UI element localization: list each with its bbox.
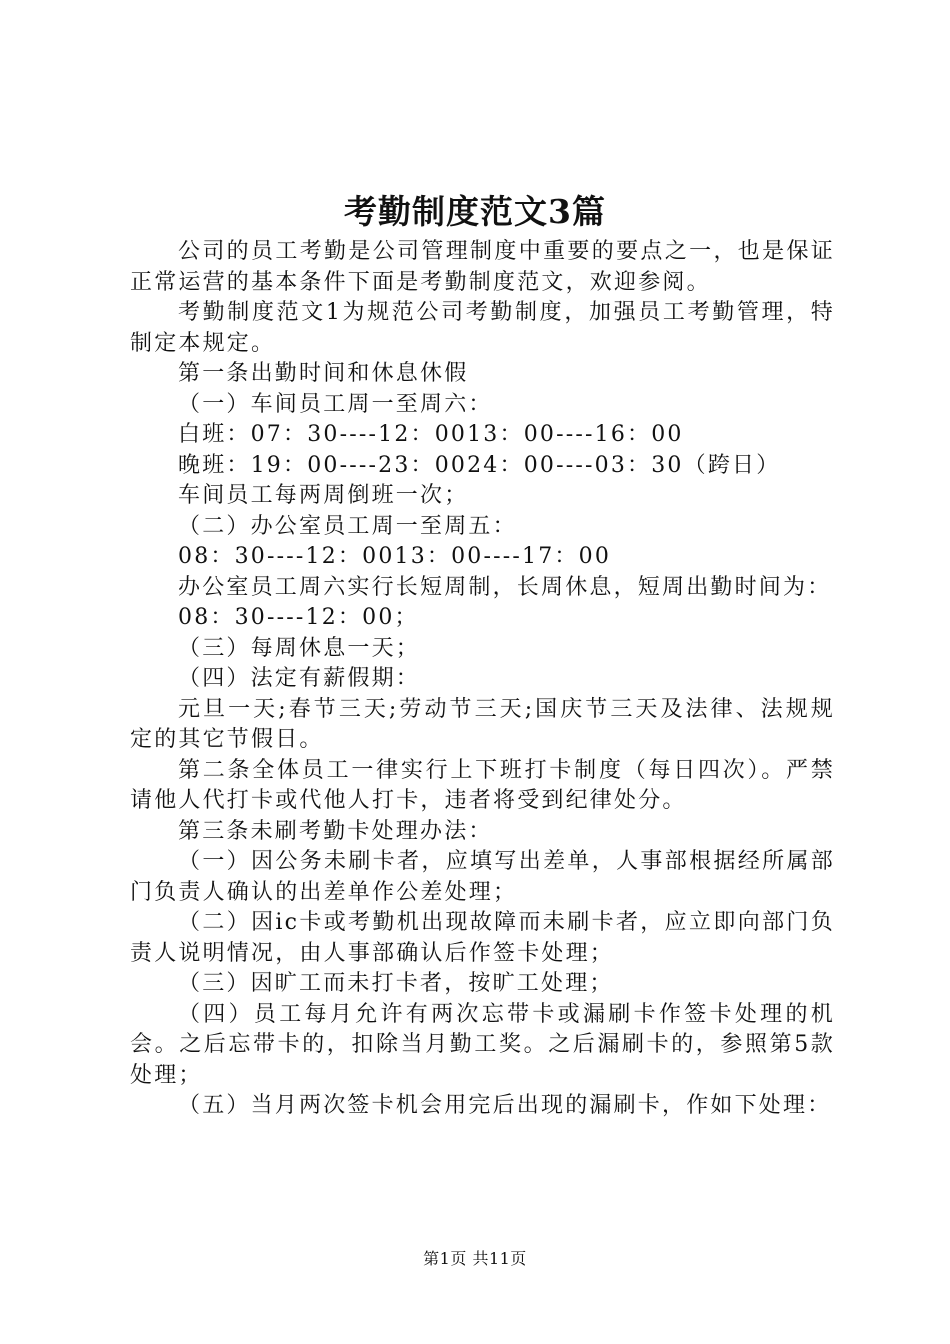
page-footer: 第1页 共11页	[423, 1249, 527, 1268]
paragraph: （三）因旷工而未打卡者，按旷工处理；	[178, 971, 614, 996]
paragraph: （一）因公务未刷卡者，应填写出差单，人事部根据经所属部门负责人确认的出差单作公差处理；	[130, 849, 835, 905]
paragraph: （二）因ic卡或考勤机出现故障而未刷卡者，应立即向部门负责人说明情况，由人事部确认后作签卡处理；	[130, 910, 835, 966]
paragraph: 第三条未刷考勤卡处理办法：	[178, 818, 493, 844]
paragraph: 第一条出勤时间和休息休假	[178, 361, 469, 386]
paragraph: 第二条全体员工一律实行上下班打卡制度（每日四次）。严禁请他人代打卡或代他人打卡，违者将受到纪律处分。	[130, 757, 835, 813]
paragraph: 公司的员工考勤是公司管理制度中重要的要点之一，也是保证正常运营的基本条件下面是考勤制度范文，欢迎参阅。	[130, 239, 835, 295]
paragraph: （二）办公室员工周一至周五：	[178, 513, 517, 539]
paragraph: 白班：07：30----12：0013：00----16：00	[178, 422, 684, 447]
paragraph: （五）当月两次签卡机会用完后出现的漏刷卡，作如下处理：	[178, 1093, 832, 1118]
paragraph: （四）法定有薪假期：	[178, 666, 421, 691]
paragraph: 元旦一天;春节三天;劳动节三天;国庆节三天及法律、法规规定的其它节假日。	[130, 696, 835, 752]
document-body	[130, 237, 835, 1122]
paragraph: （三）每周休息一天；	[178, 635, 421, 661]
paragraph: 晚班：19：00----23：0024：00----03：30（跨日）	[178, 452, 781, 478]
paragraph: （四）员工每月允许有两次忘带卡或漏刷卡作签卡处理的机会。之后忘带卡的，扣除当月勤工奖。之后漏刷卡的，参照第5款处理；	[130, 1001, 835, 1088]
paragraph: 办公室员工周六实行长短周制，长周休息，短周出勤时间为：	[178, 574, 832, 600]
paragraph: 车间员工每两周倒班一次；	[178, 483, 469, 508]
paragraph: 考勤制度范文1为规范公司考勤制度，加强员工考勤管理，特制定本规定。	[130, 300, 835, 356]
paragraph: 08：30----12：00；	[178, 605, 419, 630]
paragraph: （一）车间员工周一至周六：	[178, 391, 493, 417]
paragraph: 08：30----12：0013：00----17：00	[178, 544, 612, 569]
document-title: 考勤制度范文3篇	[344, 192, 606, 231]
